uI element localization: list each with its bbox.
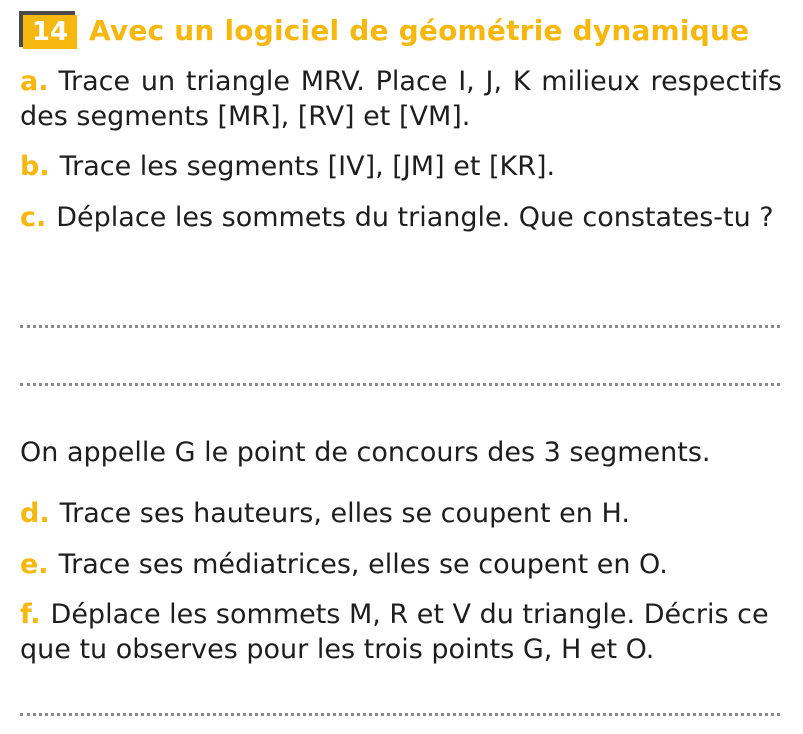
exercise-title: Avec un logiciel de géométrie dynamique [89,13,750,47]
question-text: Trace ses médiatrices, elles se coupent en O. [58,549,668,580]
answer-line[interactable] [20,325,780,328]
question-text: Déplace les sommets M, R et V du triangle. Décris ce que tu observes pour les trois points G, H et O. [20,599,769,665]
exercise-header [19,10,749,50]
question-label: a. [20,66,49,97]
question-text: Trace les segments [IV], [JM] et [KR]. [59,151,556,182]
question-d [20,496,782,531]
question-label: f. [20,599,41,630]
question-label: e. [20,549,49,580]
exercise-number-badge [19,11,77,49]
answer-line[interactable] [20,383,780,386]
question-label: c. [20,202,47,233]
question-label: b. [20,151,50,182]
question-text: Déplace les sommets du triangle. Que constates-tu ? [56,202,774,233]
question-text: Trace un triangle MRV. Place I, J, K milieux respectifs des segments [MR], [RV] et [VM]. [20,66,782,132]
question-f [20,597,782,667]
statement-text: On appelle G le point de concours des 3 segments. [20,437,711,468]
question-text: Trace ses hauteurs, elles se coupent en H. [59,498,630,529]
question-c [20,200,782,235]
question-label: d. [20,498,50,529]
question-a [20,64,782,134]
exercise-number: 14 [23,15,77,49]
answer-line[interactable] [20,713,780,716]
question-b [20,149,782,184]
question-e [20,547,782,582]
